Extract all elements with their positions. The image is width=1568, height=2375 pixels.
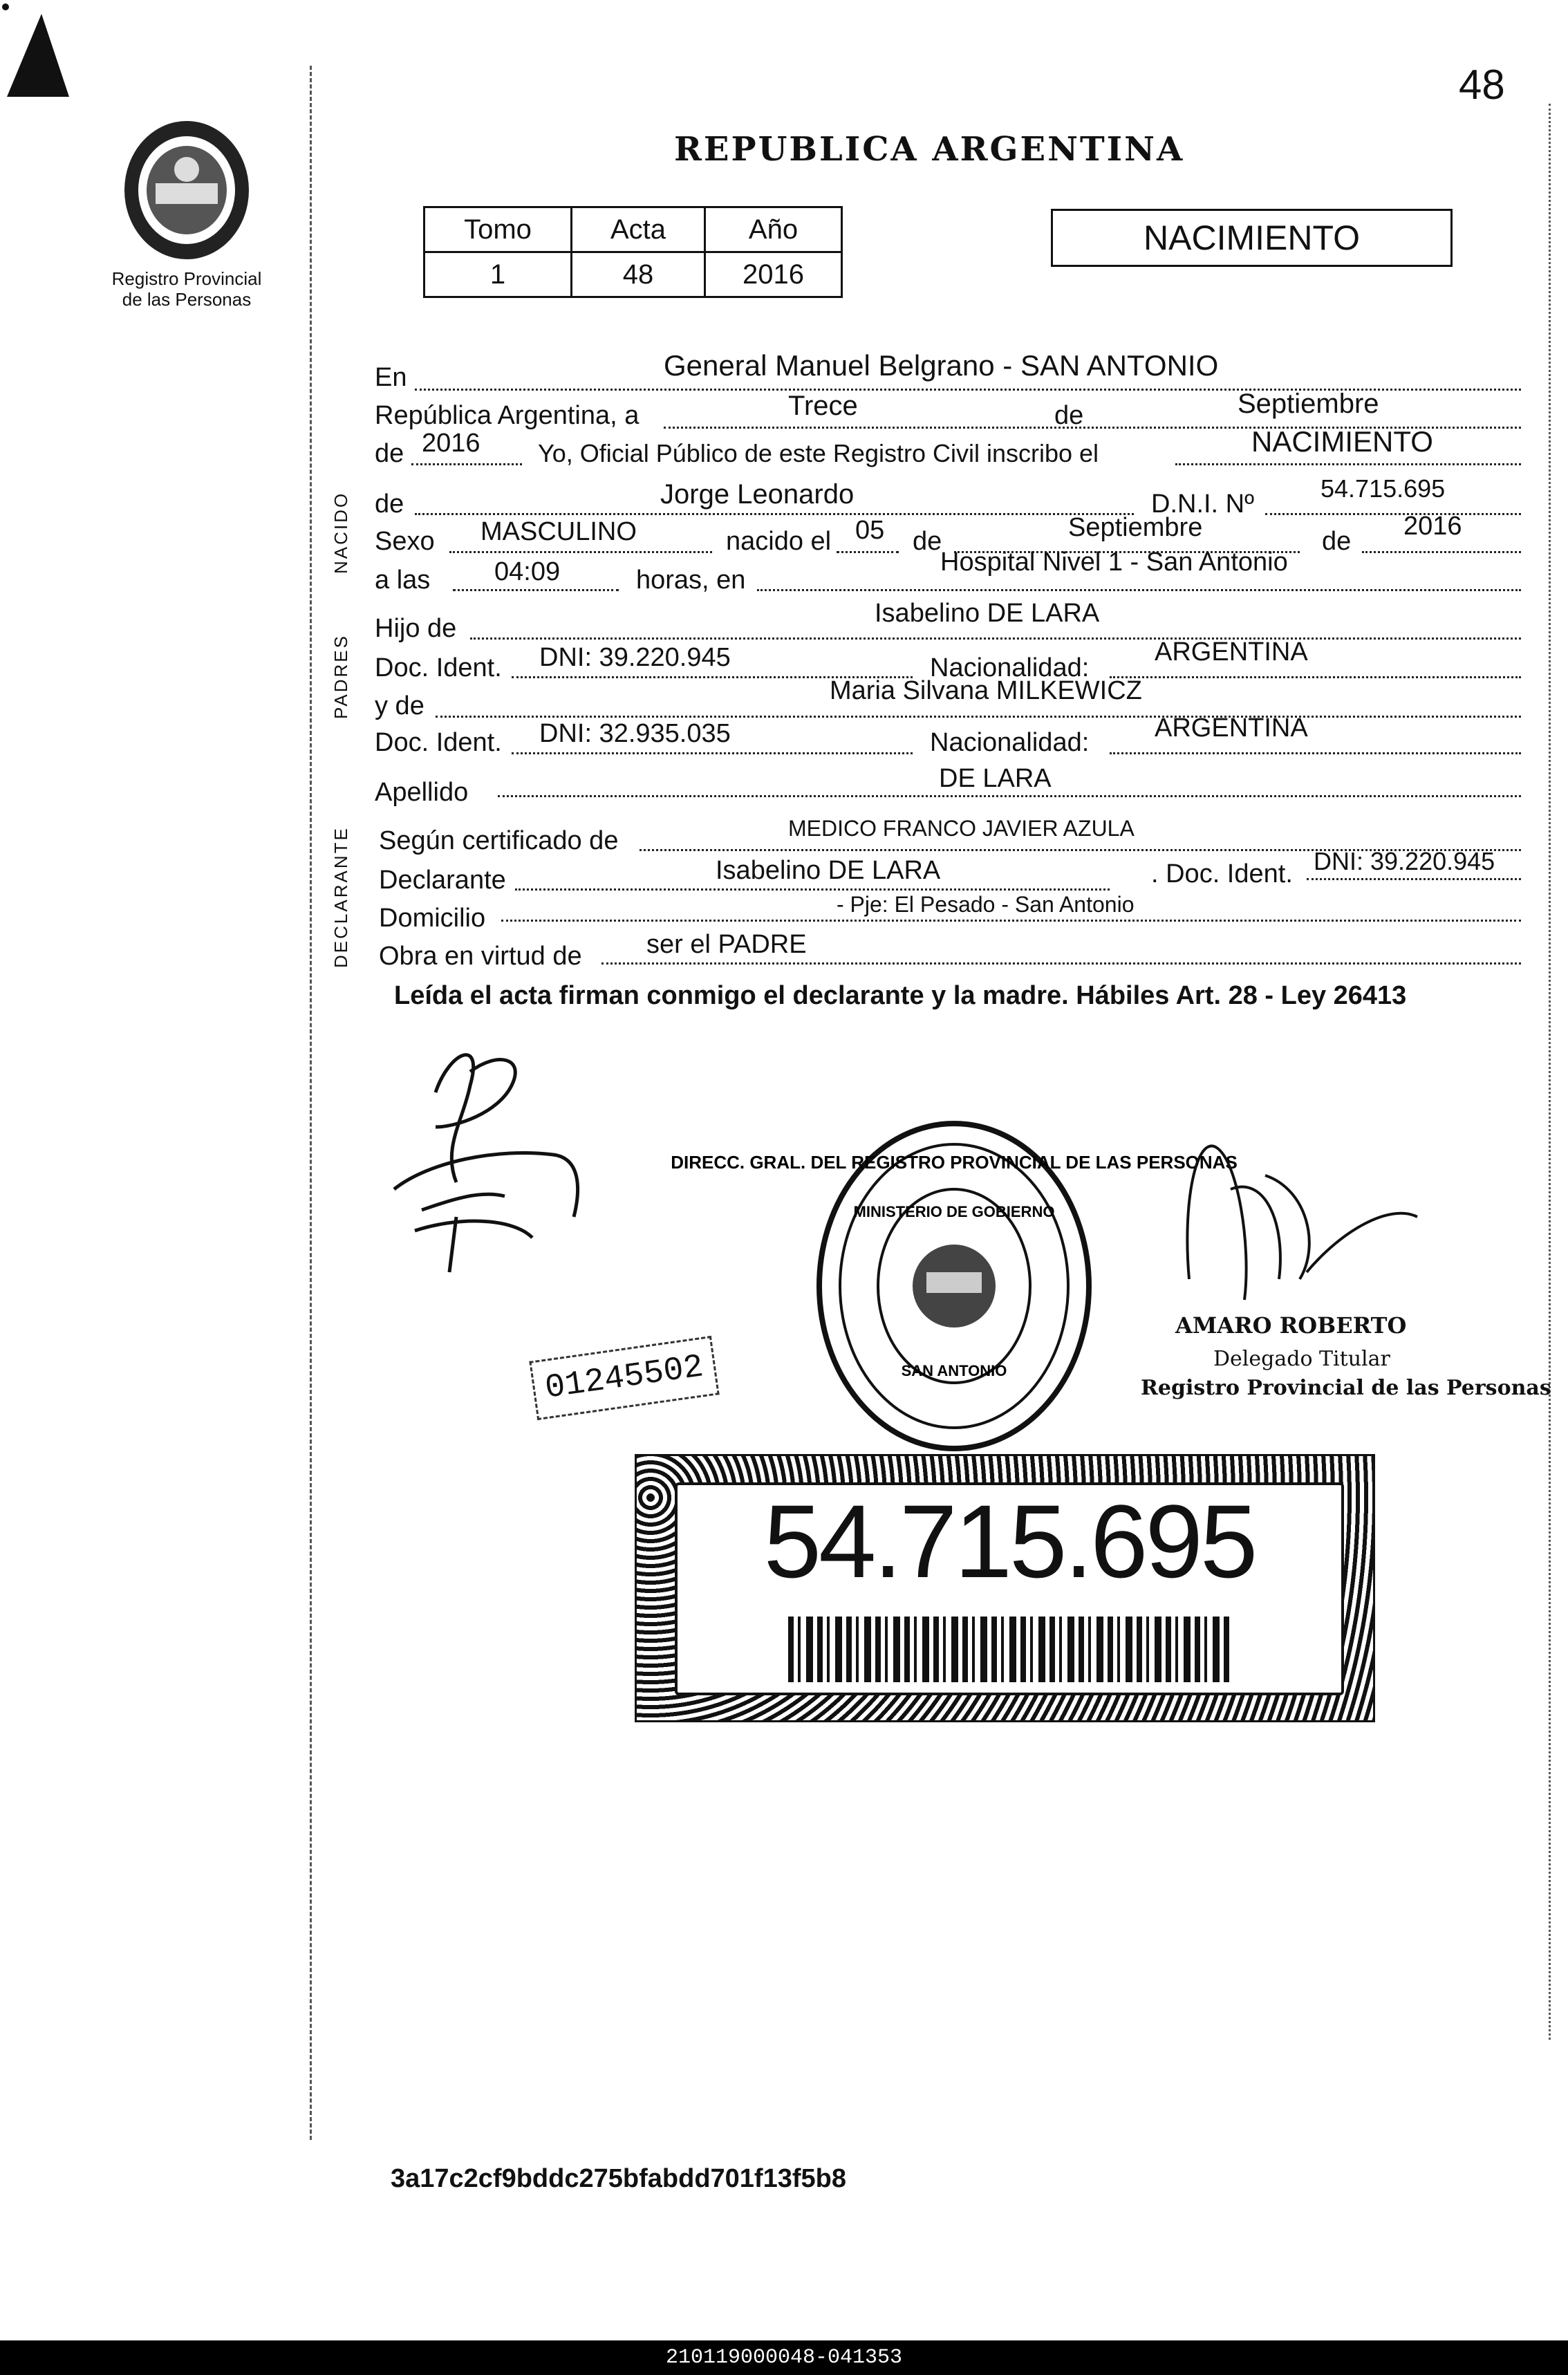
right-margin-line bbox=[1549, 104, 1551, 2040]
signature-declarant bbox=[373, 1009, 608, 1258]
dia-line bbox=[837, 551, 899, 553]
nacionalidad-label-2: Nacionalidad: bbox=[930, 728, 1090, 757]
registry-label-line2: de las Personas bbox=[122, 289, 252, 310]
page-number: 48 bbox=[1459, 62, 1505, 108]
y-de-label: y de bbox=[375, 691, 424, 720]
madre-line bbox=[436, 716, 1521, 718]
hora-line bbox=[453, 589, 619, 591]
document-hash: 3a17c2cf9bddc275bfabdd701f13f5b8 bbox=[391, 2164, 846, 2193]
doc-ident-label: Doc. Ident. bbox=[375, 653, 502, 682]
anio-line bbox=[1362, 551, 1521, 553]
address-value: - Pje: El Pesado - San Antonio bbox=[837, 892, 1135, 917]
nacido-el-label: nacido el bbox=[726, 527, 832, 556]
footer-code: 210119000048-041353 bbox=[0, 2340, 1568, 2375]
father-name: Isabelino DE LARA bbox=[875, 599, 1100, 628]
seal-emblem-icon bbox=[118, 114, 256, 263]
table-header-anio: Año bbox=[705, 207, 842, 252]
nombre-line bbox=[415, 513, 1134, 515]
a-las-label: a las bbox=[375, 566, 431, 595]
stamp-inner-text: MINISTERIO DE GOBIERNO bbox=[853, 1203, 1055, 1220]
certificado-label: Según certificado de bbox=[379, 826, 619, 855]
domicilio-line bbox=[501, 920, 1521, 922]
declarant-dni: DNI: 39.220.945 bbox=[1314, 847, 1495, 875]
left-margin-line bbox=[310, 66, 312, 2140]
id-label-inner bbox=[675, 1482, 1344, 1695]
de-label: de bbox=[1054, 401, 1084, 430]
lugar-line bbox=[757, 589, 1521, 591]
side-label-nacido: NACIDO bbox=[330, 491, 351, 574]
signature-official bbox=[1168, 1120, 1459, 1328]
registry-label bbox=[83, 268, 290, 310]
corner-scan-mark bbox=[0, 0, 83, 111]
sexo-value: MASCULINO bbox=[480, 517, 637, 546]
sexo-label: Sexo bbox=[375, 527, 435, 556]
obra-label: Obra en virtud de bbox=[379, 942, 582, 971]
dni-line bbox=[1265, 513, 1521, 515]
en-value: General Manuel Belgrano - SAN ANTONIO bbox=[664, 349, 1219, 382]
doc-ident2-label: . Doc. Ident. bbox=[1151, 859, 1293, 888]
table-header-tomo: Tomo bbox=[424, 207, 572, 252]
inscribo-line bbox=[1175, 463, 1521, 465]
birth-hour: 04:09 bbox=[494, 557, 561, 586]
id-label-number: 54.715.695 bbox=[763, 1483, 1256, 1599]
inscribo-value: NACIMIENTO bbox=[1251, 425, 1433, 458]
table-value-acta: 48 bbox=[572, 252, 705, 297]
declarante-line bbox=[515, 888, 1110, 891]
page-title: REPUBLICA ARGENTINA bbox=[674, 130, 1185, 169]
apellido-label: Apellido bbox=[375, 778, 469, 807]
birth-month: Septiembre bbox=[1068, 513, 1203, 542]
de4-label: de bbox=[913, 527, 942, 556]
month-word: Septiembre bbox=[1238, 389, 1379, 419]
declarant-name: Isabelino DE LARA bbox=[716, 856, 941, 885]
year-value: 2016 bbox=[422, 429, 480, 458]
declarante-dni-line bbox=[1307, 878, 1521, 880]
padre-nac-line bbox=[1110, 676, 1521, 678]
barcode bbox=[788, 1617, 1231, 1682]
side-label-declarante: DECLARANTE bbox=[330, 826, 351, 968]
year-line bbox=[411, 463, 522, 465]
nacionalidad-label: Nacionalidad: bbox=[930, 653, 1090, 682]
closing-text: Leída el acta firman conmigo el declarante y la madre. Hábiles Art. 28 - Ley 26413 bbox=[394, 981, 1407, 1010]
sexo-line bbox=[449, 551, 712, 553]
provincial-seal bbox=[118, 114, 256, 263]
reference-table bbox=[423, 206, 843, 298]
table-value-tomo: 1 bbox=[424, 252, 572, 297]
doc-ident-label-2: Doc. Ident. bbox=[375, 728, 502, 757]
de2-label: de bbox=[375, 439, 404, 468]
stamp-outer-text: DIRECC. GRAL. DEL REGISTRO PROVINCIAL DE LAS PERSONAS bbox=[671, 1152, 1238, 1173]
dni-label: D.N.I. Nº bbox=[1151, 490, 1254, 519]
en-label: En bbox=[375, 363, 407, 392]
stamp-bottom-text: SAN ANTONIO bbox=[901, 1362, 1007, 1379]
certificate-value: MEDICO FRANCO JAVIER AZULA bbox=[788, 816, 1135, 841]
day-word: Trece bbox=[788, 391, 858, 421]
apellido-line bbox=[498, 795, 1521, 797]
id-label-frame bbox=[635, 1454, 1375, 1722]
inscribo-text: Yo, Oficial Público de este Registro Civil inscribo el bbox=[538, 439, 1099, 467]
child-dni: 54.715.695 bbox=[1320, 474, 1446, 503]
birth-place: Hospital Nivel 1 - San Antonio bbox=[940, 548, 1288, 577]
mother-dni: DNI: 32.935.035 bbox=[539, 719, 731, 748]
birth-day: 05 bbox=[855, 516, 885, 545]
hijo-de-label: Hijo de bbox=[375, 614, 457, 643]
mother-name: Maria Silvana MILKEWICZ bbox=[830, 676, 1142, 705]
padre-line bbox=[470, 637, 1521, 640]
document-type-box: NACIMIENTO bbox=[1051, 209, 1453, 267]
table-value-anio: 2016 bbox=[705, 252, 842, 297]
surname-value: DE LARA bbox=[939, 764, 1052, 793]
madre-nac-line bbox=[1110, 752, 1521, 754]
official-name: AMARO ROBERTO bbox=[1175, 1312, 1407, 1339]
serial-number-stamp: 01245502 bbox=[529, 1336, 719, 1420]
official-office: Registro Provincial de las Personas bbox=[1141, 1376, 1551, 1400]
father-nationality: ARGENTINA bbox=[1155, 637, 1308, 667]
registry-label-line1: Registro Provincial bbox=[111, 268, 262, 289]
side-label-padres: PADRES bbox=[330, 634, 351, 719]
declarante-label: Declarante bbox=[379, 866, 506, 895]
mother-nationality: ARGENTINA bbox=[1155, 714, 1308, 743]
republica-label: República Argentina, a bbox=[375, 401, 640, 430]
official-stamp bbox=[671, 1113, 1238, 1459]
reason-value: ser el PADRE bbox=[646, 930, 807, 959]
madre-dni-line bbox=[512, 752, 913, 754]
de5-label: de bbox=[1322, 527, 1352, 556]
domicilio-label: Domicilio bbox=[379, 904, 486, 933]
de3-label: de bbox=[375, 490, 404, 519]
table-header-acta: Acta bbox=[572, 207, 705, 252]
father-dni: DNI: 39.220.945 bbox=[539, 643, 731, 672]
official-title: Delegado Titular bbox=[1213, 1347, 1390, 1371]
child-name: Jorge Leonardo bbox=[660, 479, 855, 510]
horas-en-label: horas, en bbox=[636, 566, 746, 595]
birth-year: 2016 bbox=[1403, 512, 1462, 541]
obra-line bbox=[601, 962, 1521, 965]
